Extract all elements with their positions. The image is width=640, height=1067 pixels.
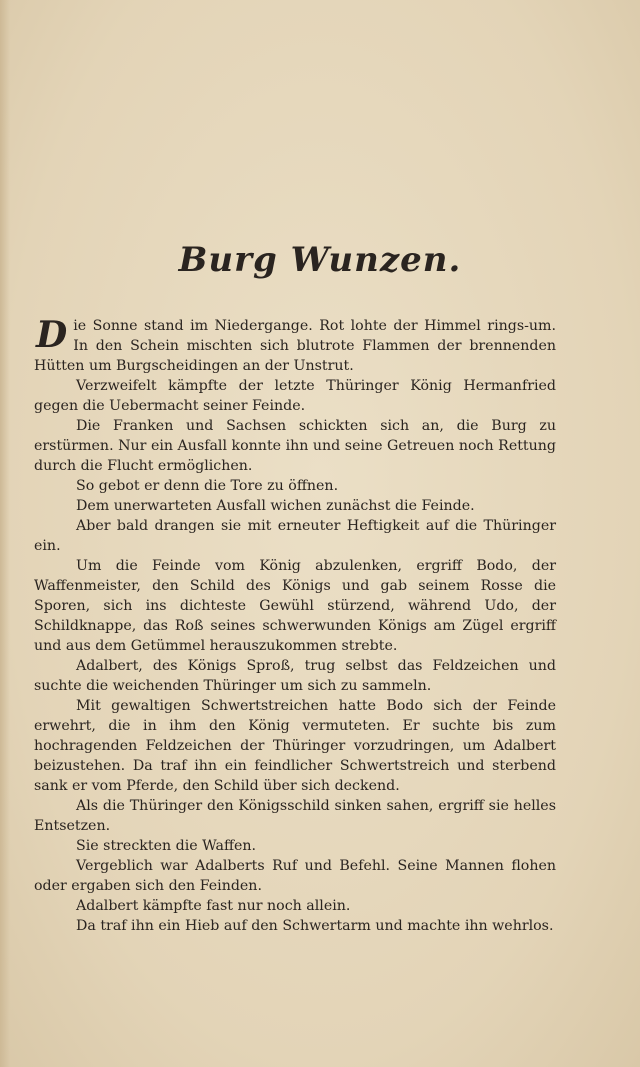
paragraph: Um die Feinde vom König abzulenken, ergriff Bodo, der Waffenmeister, den Schild des Königs und gab seinem Rosse die Sporen, sich ins dichteste Gewühl stürzend, während Udo, der Schildknappe, das Roß seines schwerwunden Königs am Zügel ergriff und aus dem Getümmel herauszukommen strebte. (34, 558, 556, 654)
drop-cap: D (36, 314, 68, 356)
page-spine-shadow (0, 0, 10, 1067)
paragraph: Sie streckten die Waffen. (76, 838, 257, 854)
paragraph-1-text: ie Sonne stand im Niedergange. Rot lohte der Himmel rings-um. In den Schein mischten sich blutrote Flammen der brennenden Hütten um Burgscheidingen an der Unstrut. (34, 318, 556, 374)
paragraph: Aber bald drangen sie mit erneuter Heftigkeit auf die Thüringer ein. (34, 518, 556, 554)
paragraph-1 (34, 316, 556, 376)
paragraph: So gebot er denn die Tore zu öffnen. (76, 478, 339, 494)
paragraph: Dem unerwarteten Ausfall wichen zunächst die Feinde. (76, 498, 475, 514)
chapter-title: Burg Wunzen. (178, 240, 462, 280)
body-text (34, 316, 556, 936)
paragraph: Adalbert kämpfte fast nur noch allein. (76, 898, 351, 914)
paragraph: Die Franken und Sachsen schickten sich an, die Burg zu erstürmen. Nur ein Ausfall konnte ihn und seine Getreuen noch Rettung durch die Flucht ermöglichen. (34, 418, 556, 474)
paragraph: Vergeblich war Adalberts Ruf und Befehl. Seine Mannen flohen oder ergaben sich den Feinden. (34, 858, 556, 894)
paragraph: Als die Thüringer den Königsschild sinken sahen, ergriff sie helles Entsetzen. (34, 798, 556, 834)
paragraph: Verzweifelt kämpfte der letzte Thüringer König Hermanfried gegen die Uebermacht seiner Feinde. (34, 378, 556, 414)
paragraph: Adalbert, des Königs Sproß, trug selbst das Feldzeichen und suchte die weichenden Thüringer um sich zu sammeln. (34, 658, 556, 694)
paragraph: Mit gewaltigen Schwertstreichen hatte Bodo sich der Feinde erwehrt, die in ihm den König vermuteten. Er suchte bis zum hochragenden Feldzeichen der Thüringer vorzudringen, um Adalbert beizustehen. Da traf ihn ein feindlicher Schwertstreich und sterbend sank er vom Pferde, den Schild über sich deckend. (34, 698, 556, 794)
paragraph: Da traf ihn ein Hieb auf den Schwertarm und machte ihn wehrlos. (76, 918, 554, 934)
